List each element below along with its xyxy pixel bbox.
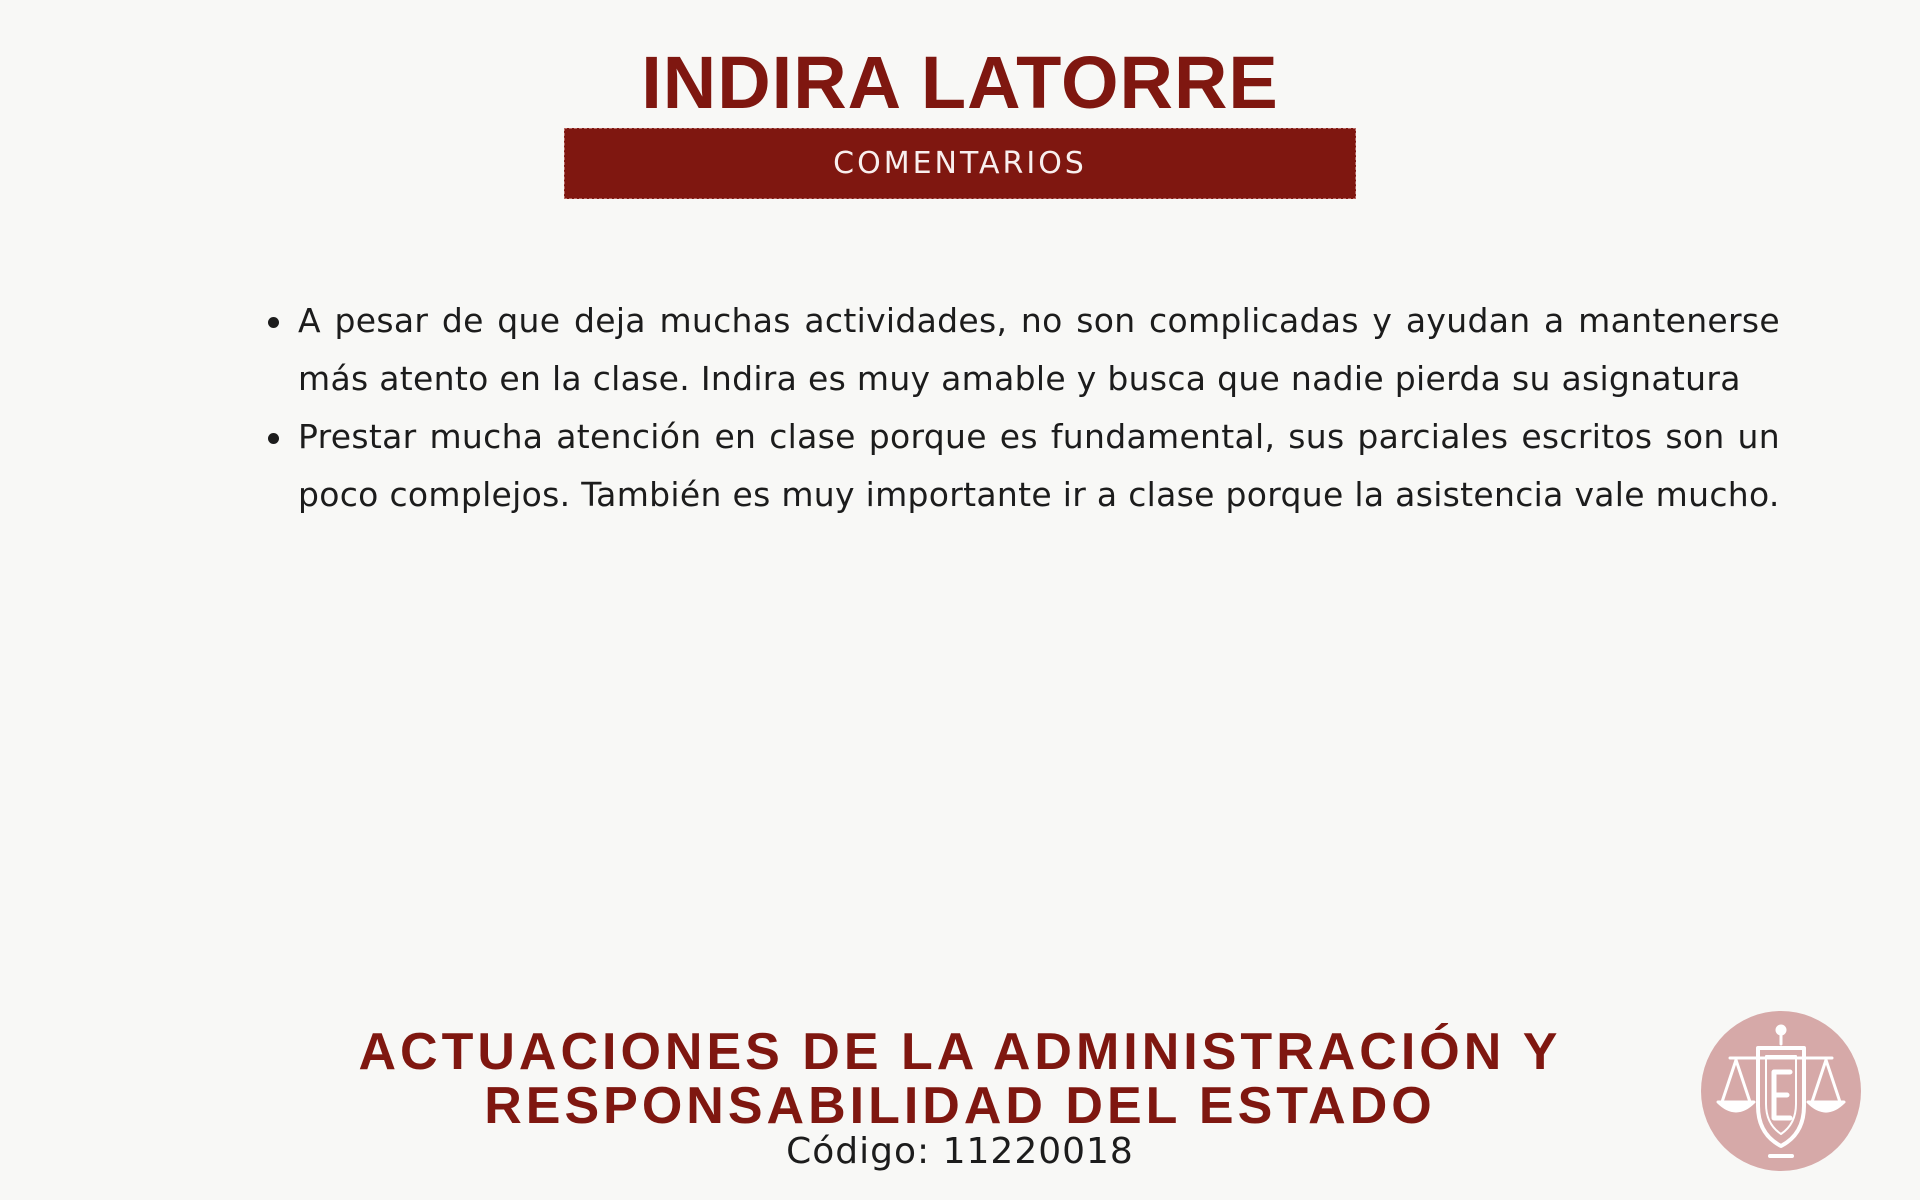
- bullet-icon: [268, 433, 279, 444]
- comments-banner: [564, 128, 1356, 199]
- course-title-line: ACTUACIONES DE LA ADMINISTRACIÓN Y: [358, 1023, 1562, 1081]
- course-title: [0, 1025, 1920, 1133]
- course-code: Código: 11220018: [786, 1131, 1134, 1172]
- course-title-line: RESPONSABILIDAD DEL ESTADO: [484, 1077, 1436, 1135]
- comment-text: A pesar de que deja muchas actividades, no son complicadas y ayudan a mantenerse más atento en la clase. Indira es muy amable y busca que nadie pierda su asignatura: [298, 301, 1780, 398]
- comments-list: [262, 292, 1780, 524]
- scales-of-justice-shield-icon: [1700, 1010, 1862, 1172]
- bullet-icon: [268, 317, 279, 328]
- comments-banner-label: COMENTARIOS: [833, 146, 1087, 181]
- comment-item: [262, 292, 1780, 408]
- comment-item: [262, 408, 1780, 524]
- page-title: INDIRA LATORRE: [641, 41, 1279, 124]
- comment-text: Prestar mucha atención en clase porque es fundamental, sus parciales escritos son un poco complejos. También es muy importante ir a clase porque la asistencia vale mucho.: [298, 417, 1780, 514]
